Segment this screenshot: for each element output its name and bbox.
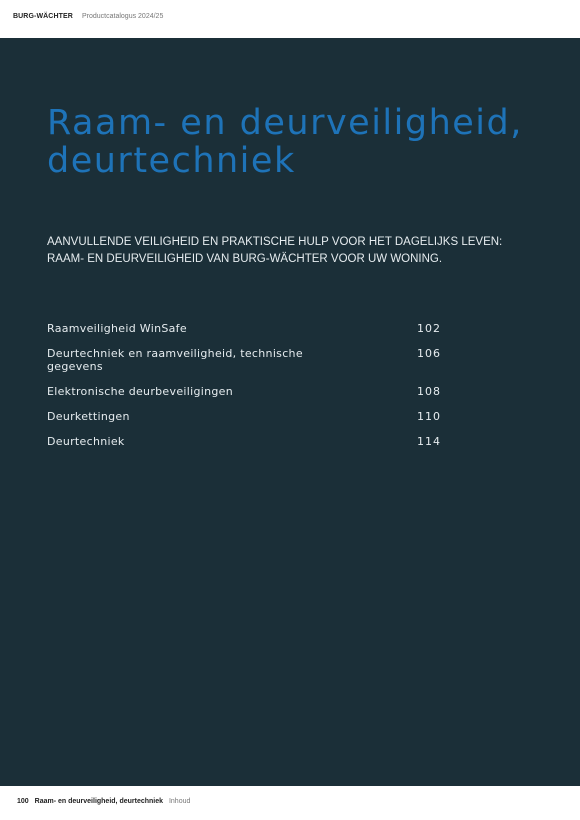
toc-item-technische-gegevens[interactable]	[47, 347, 447, 373]
chapter-intro-line-2: RAAM- EN DEURVEILIGHEID VAN BURG-WÄCHTER VOOR UW WONING.	[47, 253, 443, 265]
page-number: 100	[17, 798, 29, 805]
chapter-panel	[0, 38, 580, 786]
table-of-contents	[47, 322, 447, 460]
page-footer	[17, 798, 190, 805]
toc-item-label: Deurtechniek	[47, 435, 125, 448]
toc-item-elektronische-deurbeveiligingen[interactable]	[47, 385, 447, 398]
footer-section-title: Raam- en deurveiligheid, deurtechniek	[34, 798, 164, 805]
page-header	[0, 0, 580, 38]
toc-item-page: 102	[417, 322, 441, 335]
toc-item-label: Deurtechniek en raamveiligheid, technische gegevens	[47, 347, 303, 373]
chapter-intro-line-1: AANVULLENDE VEILIGHEID EN PRAKTISCHE HULP VOOR HET DAGELIJKS LEVEN:	[47, 236, 503, 248]
catalog-title: Productcatalogus 2024/25	[82, 13, 164, 20]
toc-item-label: Raamveiligheid WinSafe	[47, 322, 187, 335]
toc-item-label: Deurkettingen	[47, 410, 130, 423]
toc-item-page: 114	[417, 435, 441, 448]
toc-item-page: 108	[417, 385, 441, 398]
brand-name: BURG-WÄCHTER	[13, 13, 73, 20]
toc-item-label: Elektronische deurbeveiligingen	[47, 385, 233, 398]
toc-item-page: 110	[417, 410, 441, 423]
chapter-title	[47, 104, 523, 180]
toc-item-deurkettingen[interactable]	[47, 410, 447, 423]
toc-item-deurtechniek[interactable]	[47, 435, 447, 448]
chapter-title-line-1: Raam- en deurveiligheid,	[47, 103, 523, 143]
toc-item-raamveiligheid-winsafe[interactable]	[47, 322, 447, 335]
chapter-title-line-2: deurtechniek	[47, 141, 296, 181]
footer-subsection: Inhoud	[168, 798, 191, 805]
chapter-intro	[47, 234, 547, 268]
toc-item-page: 106	[417, 347, 441, 360]
